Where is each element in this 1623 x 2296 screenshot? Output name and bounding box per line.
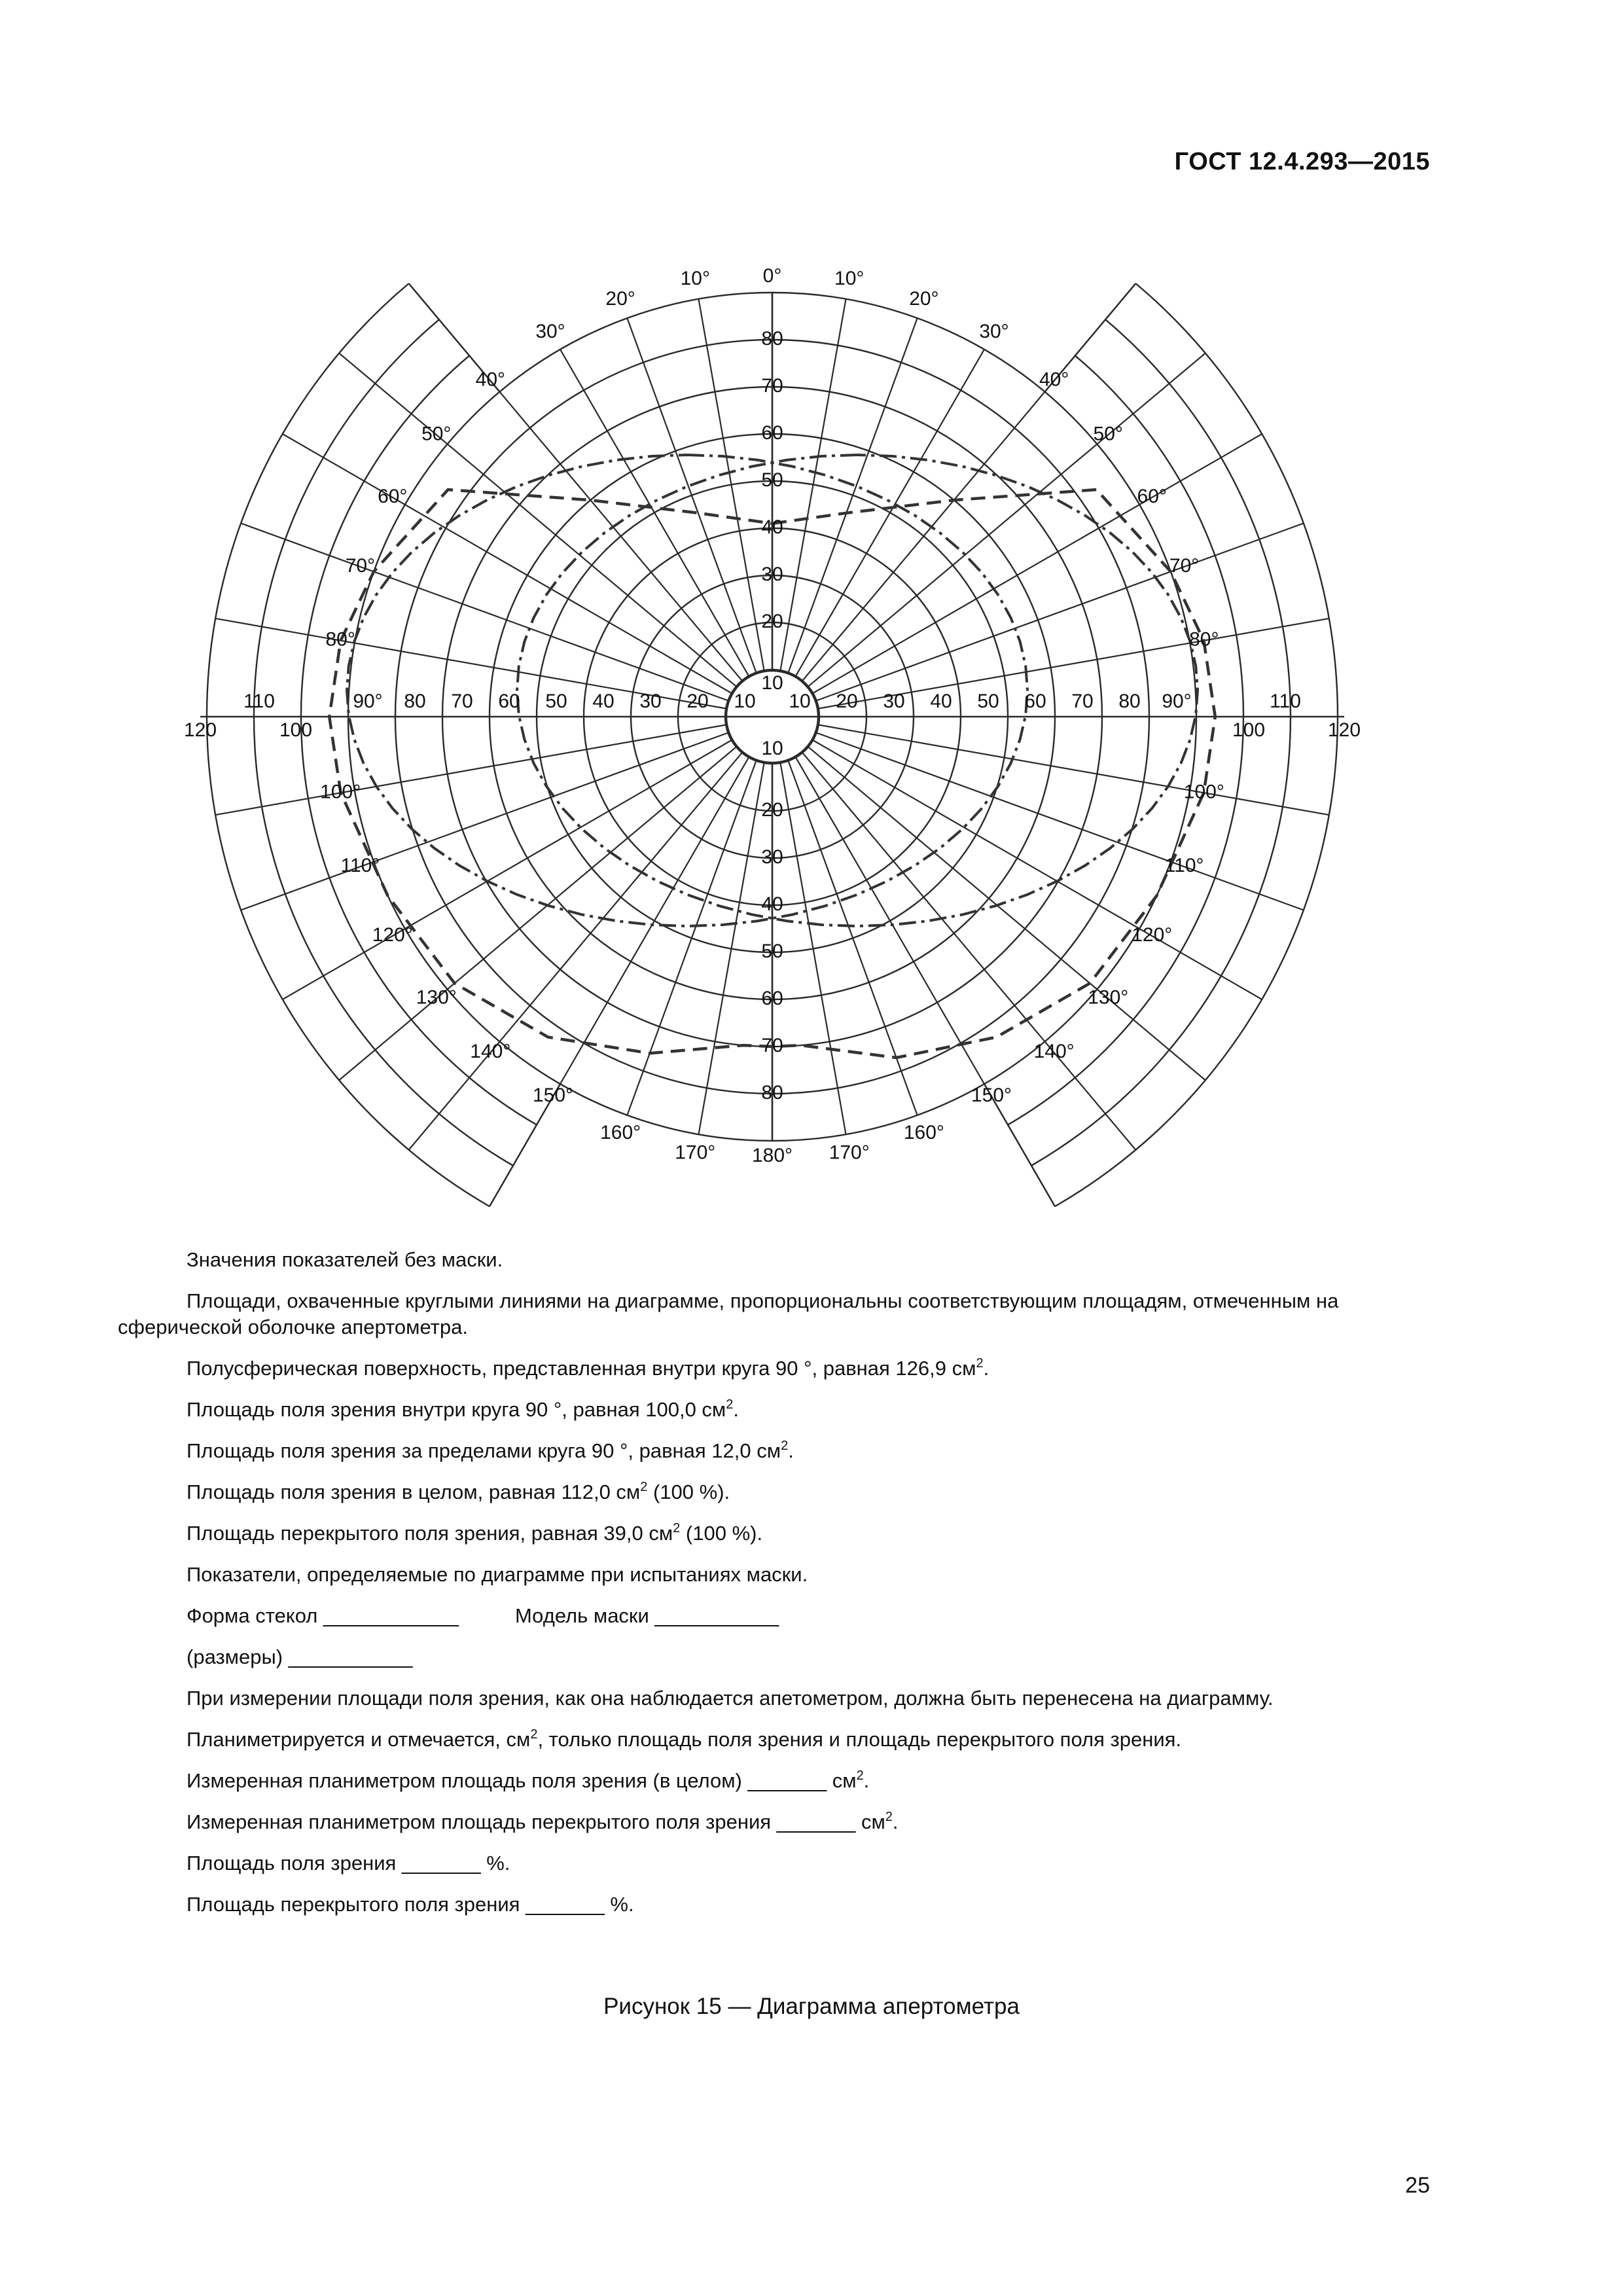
paragraph-text: Планиметрируется и отмечается, см: [187, 1728, 531, 1751]
radial-line: [789, 761, 918, 1115]
paragraph-text-tail: (100 %).: [647, 1480, 730, 1503]
diagram-label: 120: [1327, 719, 1361, 741]
body-paragraph: [118, 1397, 1427, 1423]
body-paragraph: [118, 1247, 1427, 1273]
diagram-label: 50: [761, 469, 783, 491]
diagram-label: 180°: [751, 1144, 793, 1166]
radial-line: [627, 761, 756, 1115]
paragraph-text-tail: .: [983, 1357, 990, 1380]
diagram-label: 10: [789, 690, 811, 712]
diagram-label: 60°: [1137, 485, 1167, 507]
paragraph-text: Полусферическая поверхность, представленная внутри круга 90 °, равная 126,9 см: [187, 1357, 976, 1380]
body-paragraph: [118, 1355, 1427, 1382]
outer-arc: [207, 283, 490, 1206]
diagram-label: 60: [761, 987, 783, 1009]
paragraph-text: Значения показателей без маски.: [187, 1248, 503, 1271]
radial-line: [409, 753, 742, 1150]
diagram-label: 50: [545, 690, 567, 712]
outer-arc: [1031, 319, 1291, 1166]
diagram-label: 140°: [470, 1041, 511, 1063]
paragraph-text-tail: .: [733, 1398, 739, 1421]
radial-line: [796, 350, 984, 676]
body-paragraph: [118, 1768, 1427, 1794]
diagram-label: 70: [761, 374, 783, 397]
diagram-label: 170°: [675, 1141, 716, 1164]
diagram-label: 40: [930, 690, 952, 712]
diagram-label: 160°: [600, 1122, 641, 1144]
diagram-label: 80°: [1189, 628, 1219, 651]
diagram-label: 80: [1118, 690, 1141, 712]
diagram-label: 10°: [834, 268, 865, 290]
superscript: 2: [640, 1480, 648, 1494]
radial-line: [339, 747, 736, 1080]
diagram-label: 100°: [1183, 781, 1224, 803]
paragraph-text: Показатели, определяемые по диаграмме при испытаниях маски.: [187, 1563, 808, 1586]
diagram-label: 50°: [1093, 423, 1123, 445]
diagram-label: 30: [883, 690, 905, 712]
body-paragraph: [118, 1562, 1427, 1588]
diagram-label: 50: [977, 690, 999, 712]
superscript: 2: [781, 1439, 789, 1453]
body-paragraph: [118, 1892, 1427, 1918]
body-paragraph: [118, 1288, 1427, 1340]
paragraph-text: Площади, охваченные круглыми линиями на диаграмме, пропорциональны соответствующим площадям, отмеченным на сферической оболочке апертометра.: [118, 1289, 1344, 1338]
paragraph-text: Площадь перекрытого поля зрения _______ %.: [187, 1893, 634, 1916]
radial-line: [627, 318, 756, 672]
body-paragraph: [118, 1727, 1427, 1753]
diagram-label: 150°: [532, 1085, 574, 1107]
diagram-label: 20: [761, 798, 783, 821]
diagram-label: 10: [761, 672, 783, 694]
diagram-label: 30: [639, 690, 662, 712]
radial-line: [781, 299, 846, 670]
diagram-label: 40: [761, 893, 783, 915]
diagram-label: 170°: [829, 1141, 870, 1164]
superscript: 2: [885, 1810, 893, 1824]
outer-arc: [1055, 283, 1338, 1206]
diagram-label: 100: [1232, 719, 1266, 741]
paragraph-text-tail: .: [863, 1769, 870, 1792]
diagram-label: 110°: [340, 855, 380, 877]
diagram-label: 70: [1071, 690, 1094, 712]
diagram-label: 0°: [762, 264, 782, 287]
diagram-label: 40°: [475, 368, 506, 391]
paragraph-text-tail: .: [892, 1810, 899, 1833]
diagram-label: 130°: [1088, 986, 1129, 1009]
body-paragraph: [118, 1809, 1427, 1835]
diagram-label: 80: [404, 690, 426, 712]
body-text: [118, 1247, 1427, 1933]
diagram-label: 100: [279, 719, 313, 741]
standard-number: ГОСТ 12.4.293—2015: [1174, 148, 1430, 175]
diagram-label: 90°: [1162, 690, 1192, 712]
diagram-label: 110°: [1164, 855, 1204, 877]
diagram-label: 110: [243, 690, 275, 712]
body-paragraph: [118, 1603, 1427, 1629]
diagram-label: 130°: [416, 986, 457, 1009]
diagram-label: 80: [761, 327, 783, 350]
paragraph-text: Площадь поля зрения за пределами круга 90 °, равная 12,0 см: [187, 1439, 781, 1462]
diagram-label: 50: [761, 940, 783, 962]
diagram-label: 80: [761, 1081, 783, 1103]
paragraph-text: Измеренная планиметром площадь поля зрения (в целом) _______ см: [187, 1769, 857, 1792]
paragraph-text-tail: , только площадь поля зрения и площадь перекрытого поля зрения.: [537, 1728, 1182, 1751]
radial-line: [781, 763, 846, 1134]
diagram-label: 10: [761, 737, 783, 759]
diagram-label: 60: [761, 422, 783, 444]
diagram-label: 80°: [325, 628, 355, 651]
superscript: 2: [673, 1521, 681, 1535]
paragraph-text-tail: (100 %).: [680, 1522, 763, 1545]
diagram-label: 20: [761, 610, 783, 632]
body-paragraph: [118, 1479, 1427, 1505]
body-paragraph: [118, 1520, 1427, 1547]
diagram-label: 60: [1024, 690, 1046, 712]
paragraph-text: Площадь поля зрения в целом, равная 112,0 см: [187, 1480, 641, 1503]
paragraph-text: Форма стекол ____________ Модель маски ___________: [187, 1604, 779, 1627]
paragraph-text-tail: .: [788, 1439, 794, 1462]
radial-line: [789, 318, 918, 672]
diagram-label: 40: [761, 516, 783, 538]
diagram-label: 150°: [971, 1085, 1012, 1107]
diagram-label: 120: [183, 719, 217, 741]
superscript: 2: [976, 1356, 984, 1371]
diagram-label: 40: [592, 690, 615, 712]
diagram-label: 160°: [903, 1122, 944, 1144]
outer-arc: [254, 319, 513, 1166]
diagram-label: 120°: [1132, 924, 1173, 946]
diagram-label: 60°: [378, 485, 408, 507]
diagram-label: 70: [451, 690, 473, 712]
radial-line: [698, 763, 764, 1134]
body-paragraph: [118, 1644, 1427, 1670]
diagram-label: 70: [761, 1034, 783, 1056]
diagram-label: 10°: [680, 268, 710, 290]
diagram-label: 140°: [1033, 1041, 1075, 1063]
diagram-label: 30°: [979, 320, 1009, 342]
diagram-label: 120°: [372, 924, 413, 946]
diagram-label: 60: [498, 690, 520, 712]
diagram-label: 50°: [421, 423, 452, 445]
paragraph-text: Измеренная планиметром площадь перекрытого поля зрения _______ см: [187, 1810, 885, 1833]
radial-line: [802, 753, 1135, 1150]
radial-line: [339, 353, 736, 687]
radial-line: [409, 283, 742, 681]
superscript: 2: [530, 1727, 538, 1742]
figure-caption: Рисунок 15 — Диаграмма апертометра: [603, 1994, 1020, 2019]
superscript: 2: [726, 1397, 734, 1412]
diagram-label: 30: [761, 846, 783, 868]
diagram-label: 20°: [909, 287, 939, 310]
diagram-label: 110: [1270, 690, 1301, 712]
radial-line: [560, 350, 749, 676]
paragraph-text: Площадь поля зрения внутри круга 90 °, равная 100,0 см: [187, 1398, 726, 1421]
paragraph-text: Площадь перекрытого поля зрения, равная 39,0 см: [187, 1522, 673, 1545]
paragraph-text: (размеры) ___________: [187, 1645, 413, 1668]
superscript: 2: [856, 1768, 864, 1783]
diagram-label: 20: [687, 690, 709, 712]
radial-line: [698, 299, 764, 670]
diagram-label: 90°: [353, 690, 383, 712]
paragraph-text: Площадь поля зрения _______ %.: [187, 1852, 510, 1874]
outer-arc: [301, 355, 537, 1124]
radial-line: [808, 353, 1205, 687]
page-number: 25: [1405, 2173, 1430, 2198]
body-paragraph: [118, 1850, 1427, 1876]
diagram-label: 40°: [1039, 368, 1069, 391]
diagram-label: 20: [836, 690, 858, 712]
diagram-label: 10: [734, 690, 756, 712]
diagram-label: 70°: [345, 554, 376, 577]
paragraph-text: При измерении площади поля зрения, как она наблюдается апетометром, должна быть перенесена на диаграмму.: [187, 1687, 1274, 1710]
body-paragraph: [118, 1685, 1427, 1712]
diagram-label: 20°: [605, 287, 635, 310]
diagram-label: 100°: [320, 781, 361, 803]
radial-line: [802, 283, 1135, 681]
body-paragraph: [118, 1438, 1427, 1464]
diagram-label: 70°: [1169, 554, 1200, 577]
diagram-label: 30: [761, 563, 783, 585]
diagram-label: 30°: [535, 320, 565, 342]
